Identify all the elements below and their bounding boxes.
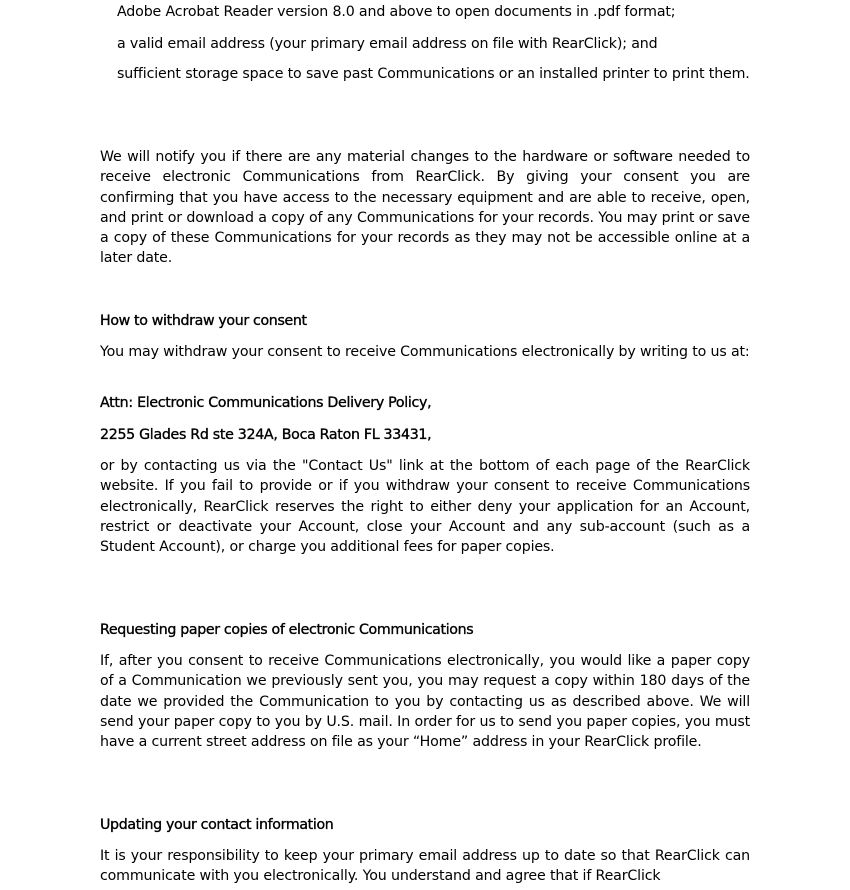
- paper-copies-heading: Requesting paper copies of electronic Communications: [100, 622, 474, 638]
- contact-info-paragraph: It is your responsibility to keep your primary email address up to date so that RearClick can communicate with you electronically. You understand and agree that if RearClick: [100, 848, 750, 885]
- withdraw-intro-paragraph: You may withdraw your consent to receive Communications electronically by writing to us at:: [100, 344, 750, 360]
- attn-line: Attn: Electronic Communications Delivery Policy,: [100, 395, 432, 411]
- hardware-notice-paragraph: We will notify you if there are any material changes to the hardware or software needed to receive electronic Communications from RearClick. By giving your consent you are confirming that you have access to the necessary equipment and are able to receive, open, and print or download a copy of any Communications for your records. You may print or save a copy of these Communications for your records as they may not be accessible online at a later date.: [100, 149, 750, 267]
- paper-copies-paragraph: If, after you consent to receive Communications electronically, you would like a paper copy of a Communication we previously sent you, you may request a copy within 180 days of the date we provided the Communication to you by contacting us as described above. We will send your paper copy to you by U.S. mail. In order for us to send you paper copies, you must have a current street address on file as your “Home” address in your RearClick profile.: [100, 653, 750, 751]
- contact-info-heading: Updating your contact information: [100, 817, 334, 833]
- withdraw-body-paragraph: or by contacting us via the "Contact Us" link at the bottom of each page of the RearClick website. If you fail to provide or if you withdraw your consent to receive Communications electronically, RearClick reserves the right to either deny your application for an Account, restrict or deactivate your Account, close your Account and any sub-account (such as a Student Account), or charge you additional fees for paper copies.: [100, 458, 750, 556]
- address-line: 2255 Glades Rd ste 324A, Boca Raton FL 33431,: [100, 427, 432, 443]
- withdraw-consent-heading: How to withdraw your consent: [100, 313, 307, 329]
- requirement-item: Adobe Acrobat Reader version 8.0 and above to open documents in .pdf format;: [117, 4, 676, 20]
- requirement-item: sufficient storage space to save past Communications or an installed printer to print them.: [117, 66, 750, 82]
- requirement-item: a valid email address (your primary email address on file with RearClick); and: [117, 36, 658, 52]
